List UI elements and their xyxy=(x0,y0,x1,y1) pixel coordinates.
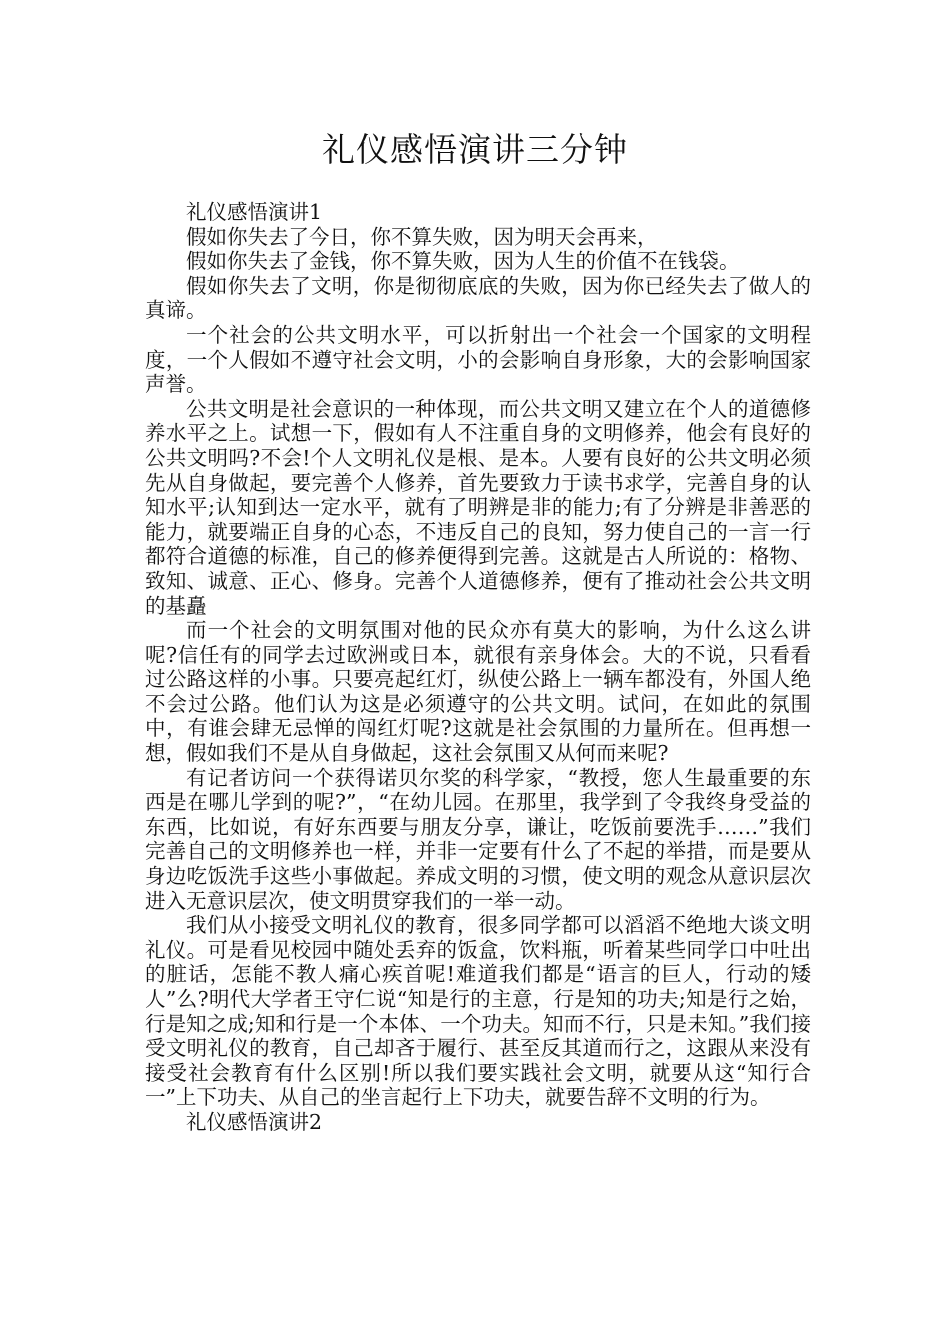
section-heading-2: 礼仪感悟演讲2 xyxy=(186,1109,323,1134)
document-title: 礼仪感悟演讲三分钟 xyxy=(322,130,628,169)
paragraph: 假如你失去了文明，你是彻彻底底的失败，因为你已经失去了做人的真谛。 xyxy=(145,273,811,323)
paragraph: 公共文明是社会意识的一种体现，而公共文明又建立在个人的道德修养水平之上。试想一下，假如有人不注重自身的文明修养，他会有良好的公共文明吗?不会!个人文明礼仪是根、是本。人要有良好的公共文明必须先从自身做起，要完善个人修养，首先要致力于读书求学，完善自身的认知水平;认知到达一定水平，就有了明辨是非的能力;有了分辨是非善恶的能力，就要端正自身的心态，不违反自己的良知，努力使自己的一言一行都符合道德的标准，自己的修养便得到完善。这就是古人所说的：格物、致知、诚意、正心、修身。完善个人道德修养，便有了推动社会公共文明的基矗 xyxy=(145,396,811,618)
section-heading-1: 礼仪感悟演讲1 xyxy=(186,200,323,224)
paragraph: 假如你失去了今日，你不算失败，因为明天会再来， xyxy=(186,224,658,249)
paragraph: 我们从小接受文明礼仪的教育，很多同学都可以滔滔不绝地大谈文明礼仪。可是看见校园中随处丢弃的饭盒，饮料瓶，听着某些同学口中吐出的脏话，怎能不教人痛心疾首呢!难道我们都是“语言的巨人，行动的矮人”么?明代大学者王守仁说“知是行的主意，行是知的功夫;知是行之始，行是知之成;知和行是一个本体、一个功夫。知而不行，只是未知。”我们接受文明礼仪的教育，自己却吝于履行、甚至反其道而行之，这跟从来没有接受社会教育有什么区别!所以我们要实践社会文明，就要从这“知行合一”上下功夫、从自己的坐言起行上下功夫，就要告辞不文明的行为。 xyxy=(145,913,811,1110)
paragraph: 假如你失去了金钱，你不算失败，因为人生的价值不在钱袋。 xyxy=(186,249,740,274)
paragraph: 一个社会的公共文明水平，可以折射出一个社会一个国家的文明程度，一个人假如不遵守社会文明，小的会影响自身形象，大的会影响国家声誉。 xyxy=(145,322,811,397)
paragraph: 有记者访问一个获得诺贝尔奖的科学家，“教授，您人生最重要的东西是在哪儿学到的呢?”，“在幼儿园。在那里，我学到了令我终身受益的东西，比如说，有好东西要与朋友分享，谦让，吃饭前要洗手……”我们完善自己的文明修养也一样，并非一定要有什么了不起的举措，而是要从身边吃饭洗手这些小事做起。养成文明的习惯，使文明的观念从意识层次进入无意识层次，使文明贯穿我们的一举一动。 xyxy=(145,765,811,913)
paragraph: 而一个社会的文明氛围对他的民众亦有莫大的影响，为什么这么讲呢?信任有的同学去过欧洲或日本，就很有亲身体会。大的不说，只看看过公路这样的小事。只要亮起红灯，纵使公路上一辆车都没有，外国人绝不会过公路。他们认为这是必须遵守的公共文明。试问，在如此的氛围中，有谁会肆无忌惮的闯红灯呢?这就是社会氛围的力量所在。但再想一想，假如我们不是从自身做起，这社会氛围又从何而来呢? xyxy=(145,618,811,766)
document-body xyxy=(145,200,811,1135)
